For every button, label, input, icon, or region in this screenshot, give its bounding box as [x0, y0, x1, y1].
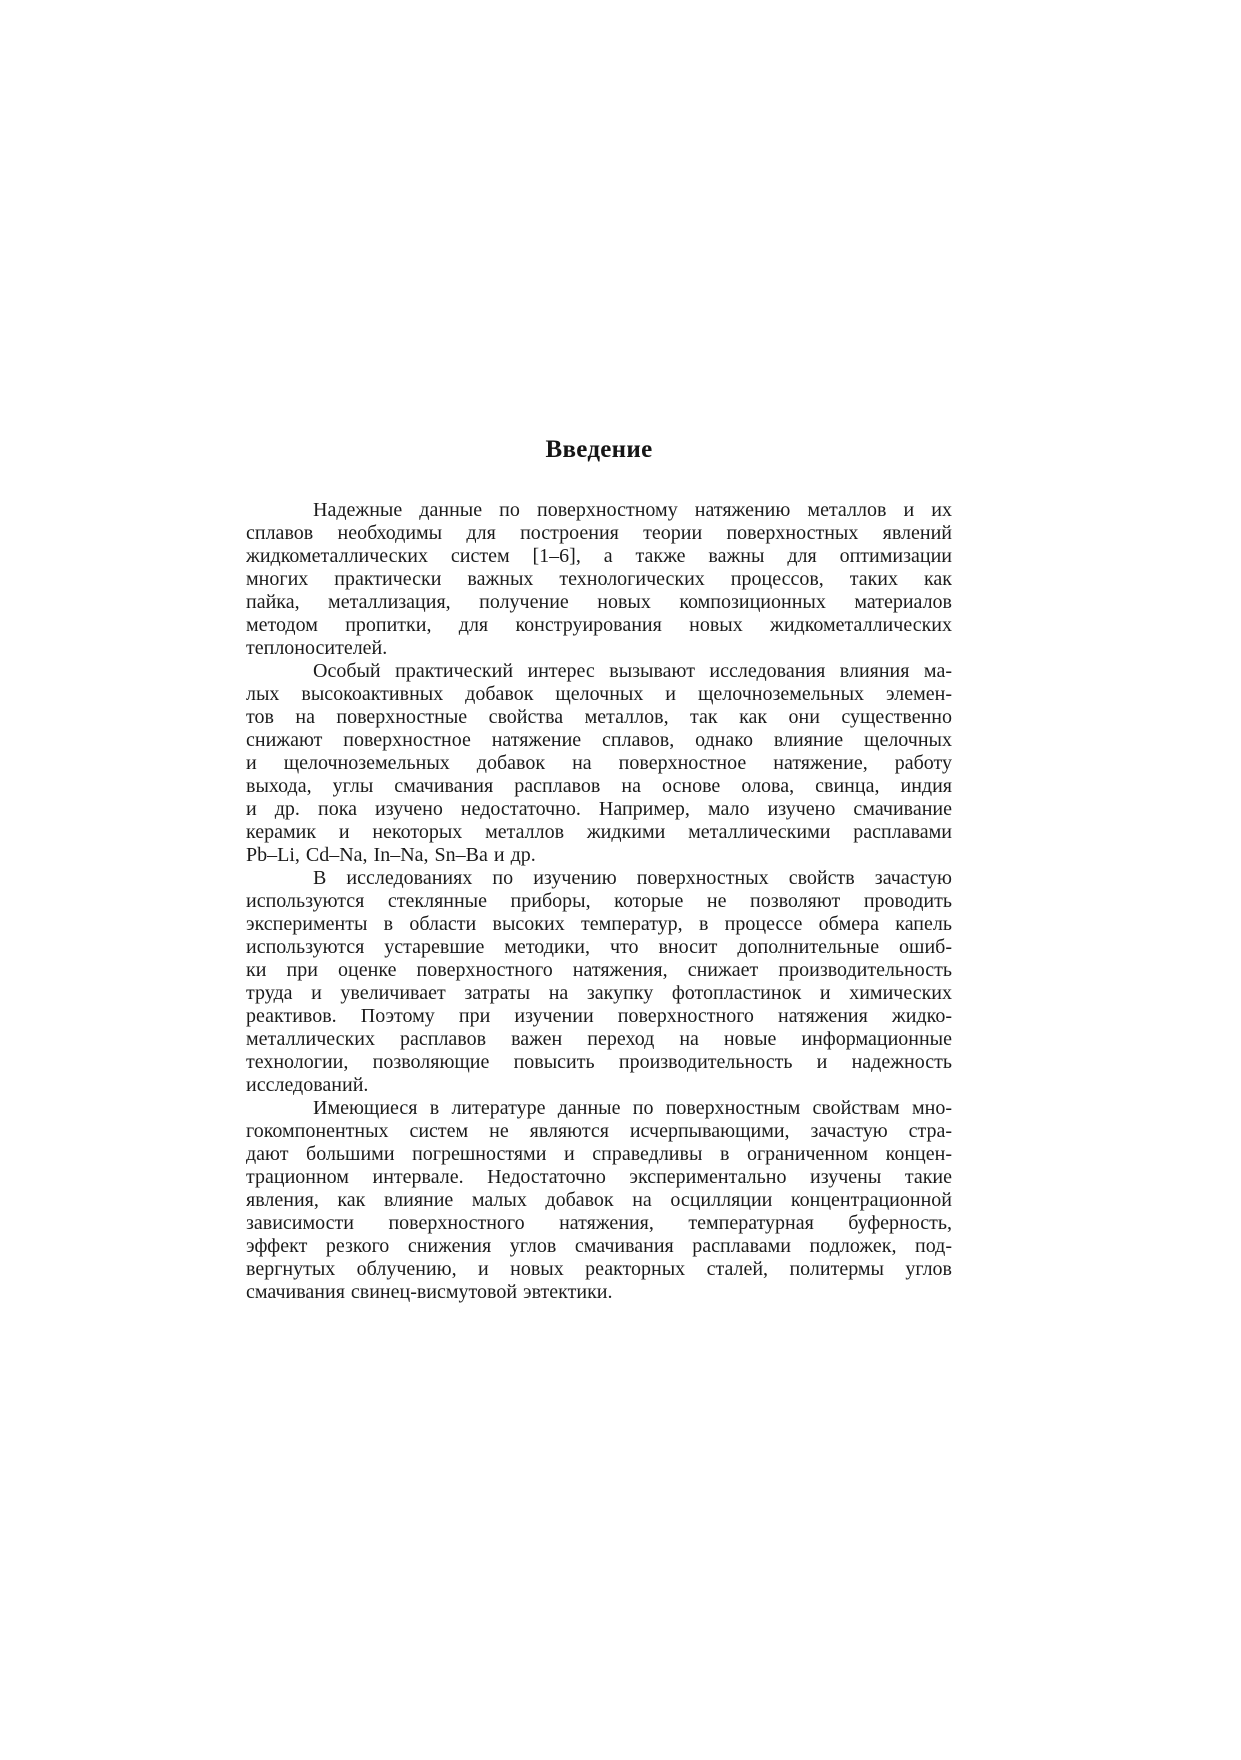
text-line: явления, как влияние малых добавок на осцилляции концентрационной	[246, 1189, 952, 1211]
text-line: используются стеклянные приборы, которые не позволяют проводить	[246, 890, 952, 912]
text-line: выхода, углы смачивания расплавов на основе олова, свинца, индия	[246, 775, 952, 797]
text-line: технологии, позволяющие повысить производительность и надежность	[246, 1051, 952, 1073]
text-line: теплоносителей.	[246, 637, 388, 659]
intro-text-block	[246, 499, 952, 1304]
text-line: пайка, металлизация, получение новых композиционных материалов	[246, 591, 952, 613]
section-heading: Введение	[545, 436, 653, 463]
text-line: эксперименты в области высоких температур, в процессе обмера капель	[246, 913, 952, 935]
text-line: тов на поверхностные свойства металлов, так как они существенно	[246, 706, 952, 728]
text-line: Pb–Li, Cd–Na, In–Na, Sn–Ba и др.	[246, 844, 536, 866]
text-line: трационном интервале. Недостаточно экспериментально изучены такие	[246, 1166, 952, 1188]
text-line: гокомпонентных систем не являются исчерпывающими, зачастую стра-	[246, 1120, 952, 1142]
text-line: труда и увеличивает затраты на закупку фотопластинок и химических	[246, 982, 952, 1004]
text-line: вергнутых облучению, и новых реакторных сталей, политермы углов	[246, 1258, 952, 1280]
text-line: Надежные данные по поверхностному натяжению металлов и их	[313, 499, 952, 521]
text-line: жидкометаллических систем [1–6], а также важны для оптимизации	[246, 545, 952, 567]
text-line: сплавов необходимы для построения теории поверхностных явлений	[246, 522, 952, 544]
text-line: металлических расплавов важен переход на новые информационные	[246, 1028, 952, 1050]
text-line: лых высокоактивных добавок щелочных и щелочноземельных элемен-	[246, 683, 952, 705]
text-line: дают большими погрешностями и справедливы в ограниченном концен-	[246, 1143, 952, 1165]
text-line: снижают поверхностное натяжение сплавов, однако влияние щелочных	[246, 729, 952, 751]
text-line: используются устаревшие методики, что вносит дополнительные ошиб-	[246, 936, 952, 958]
text-line: и щелочноземельных добавок на поверхностное натяжение, работу	[246, 752, 952, 774]
text-line: реактивов. Поэтому при изучении поверхностного натяжения жидко-	[246, 1005, 952, 1027]
text-line: и др. пока изучено недостаточно. Например, мало изучено смачивание	[246, 798, 952, 820]
text-line: ки при оценке поверхностного натяжения, снижает производительность	[246, 959, 952, 981]
text-line: многих практически важных технологических процессов, таких как	[246, 568, 952, 590]
text-line: керамик и некоторых металлов жидкими металлическими расплавами	[246, 821, 952, 843]
text-line: Особый практический интерес вызывают исследования влияния ма-	[313, 660, 952, 682]
text-line: В исследованиях по изучению поверхностных свойств зачастую	[313, 867, 952, 889]
text-line: эффект резкого снижения углов смачивания расплавами подложек, под-	[246, 1235, 952, 1257]
text-line: методом пропитки, для конструирования новых жидкометаллических	[246, 614, 952, 636]
text-line: зависимости поверхностного натяжения, температурная буферность,	[246, 1212, 952, 1234]
text-line: смачивания свинец-висмутовой эвтектики.	[246, 1281, 613, 1303]
text-line: исследований.	[246, 1074, 369, 1096]
text-line: Имеющиеся в литературе данные по поверхностным свойствам мно-	[313, 1097, 952, 1119]
